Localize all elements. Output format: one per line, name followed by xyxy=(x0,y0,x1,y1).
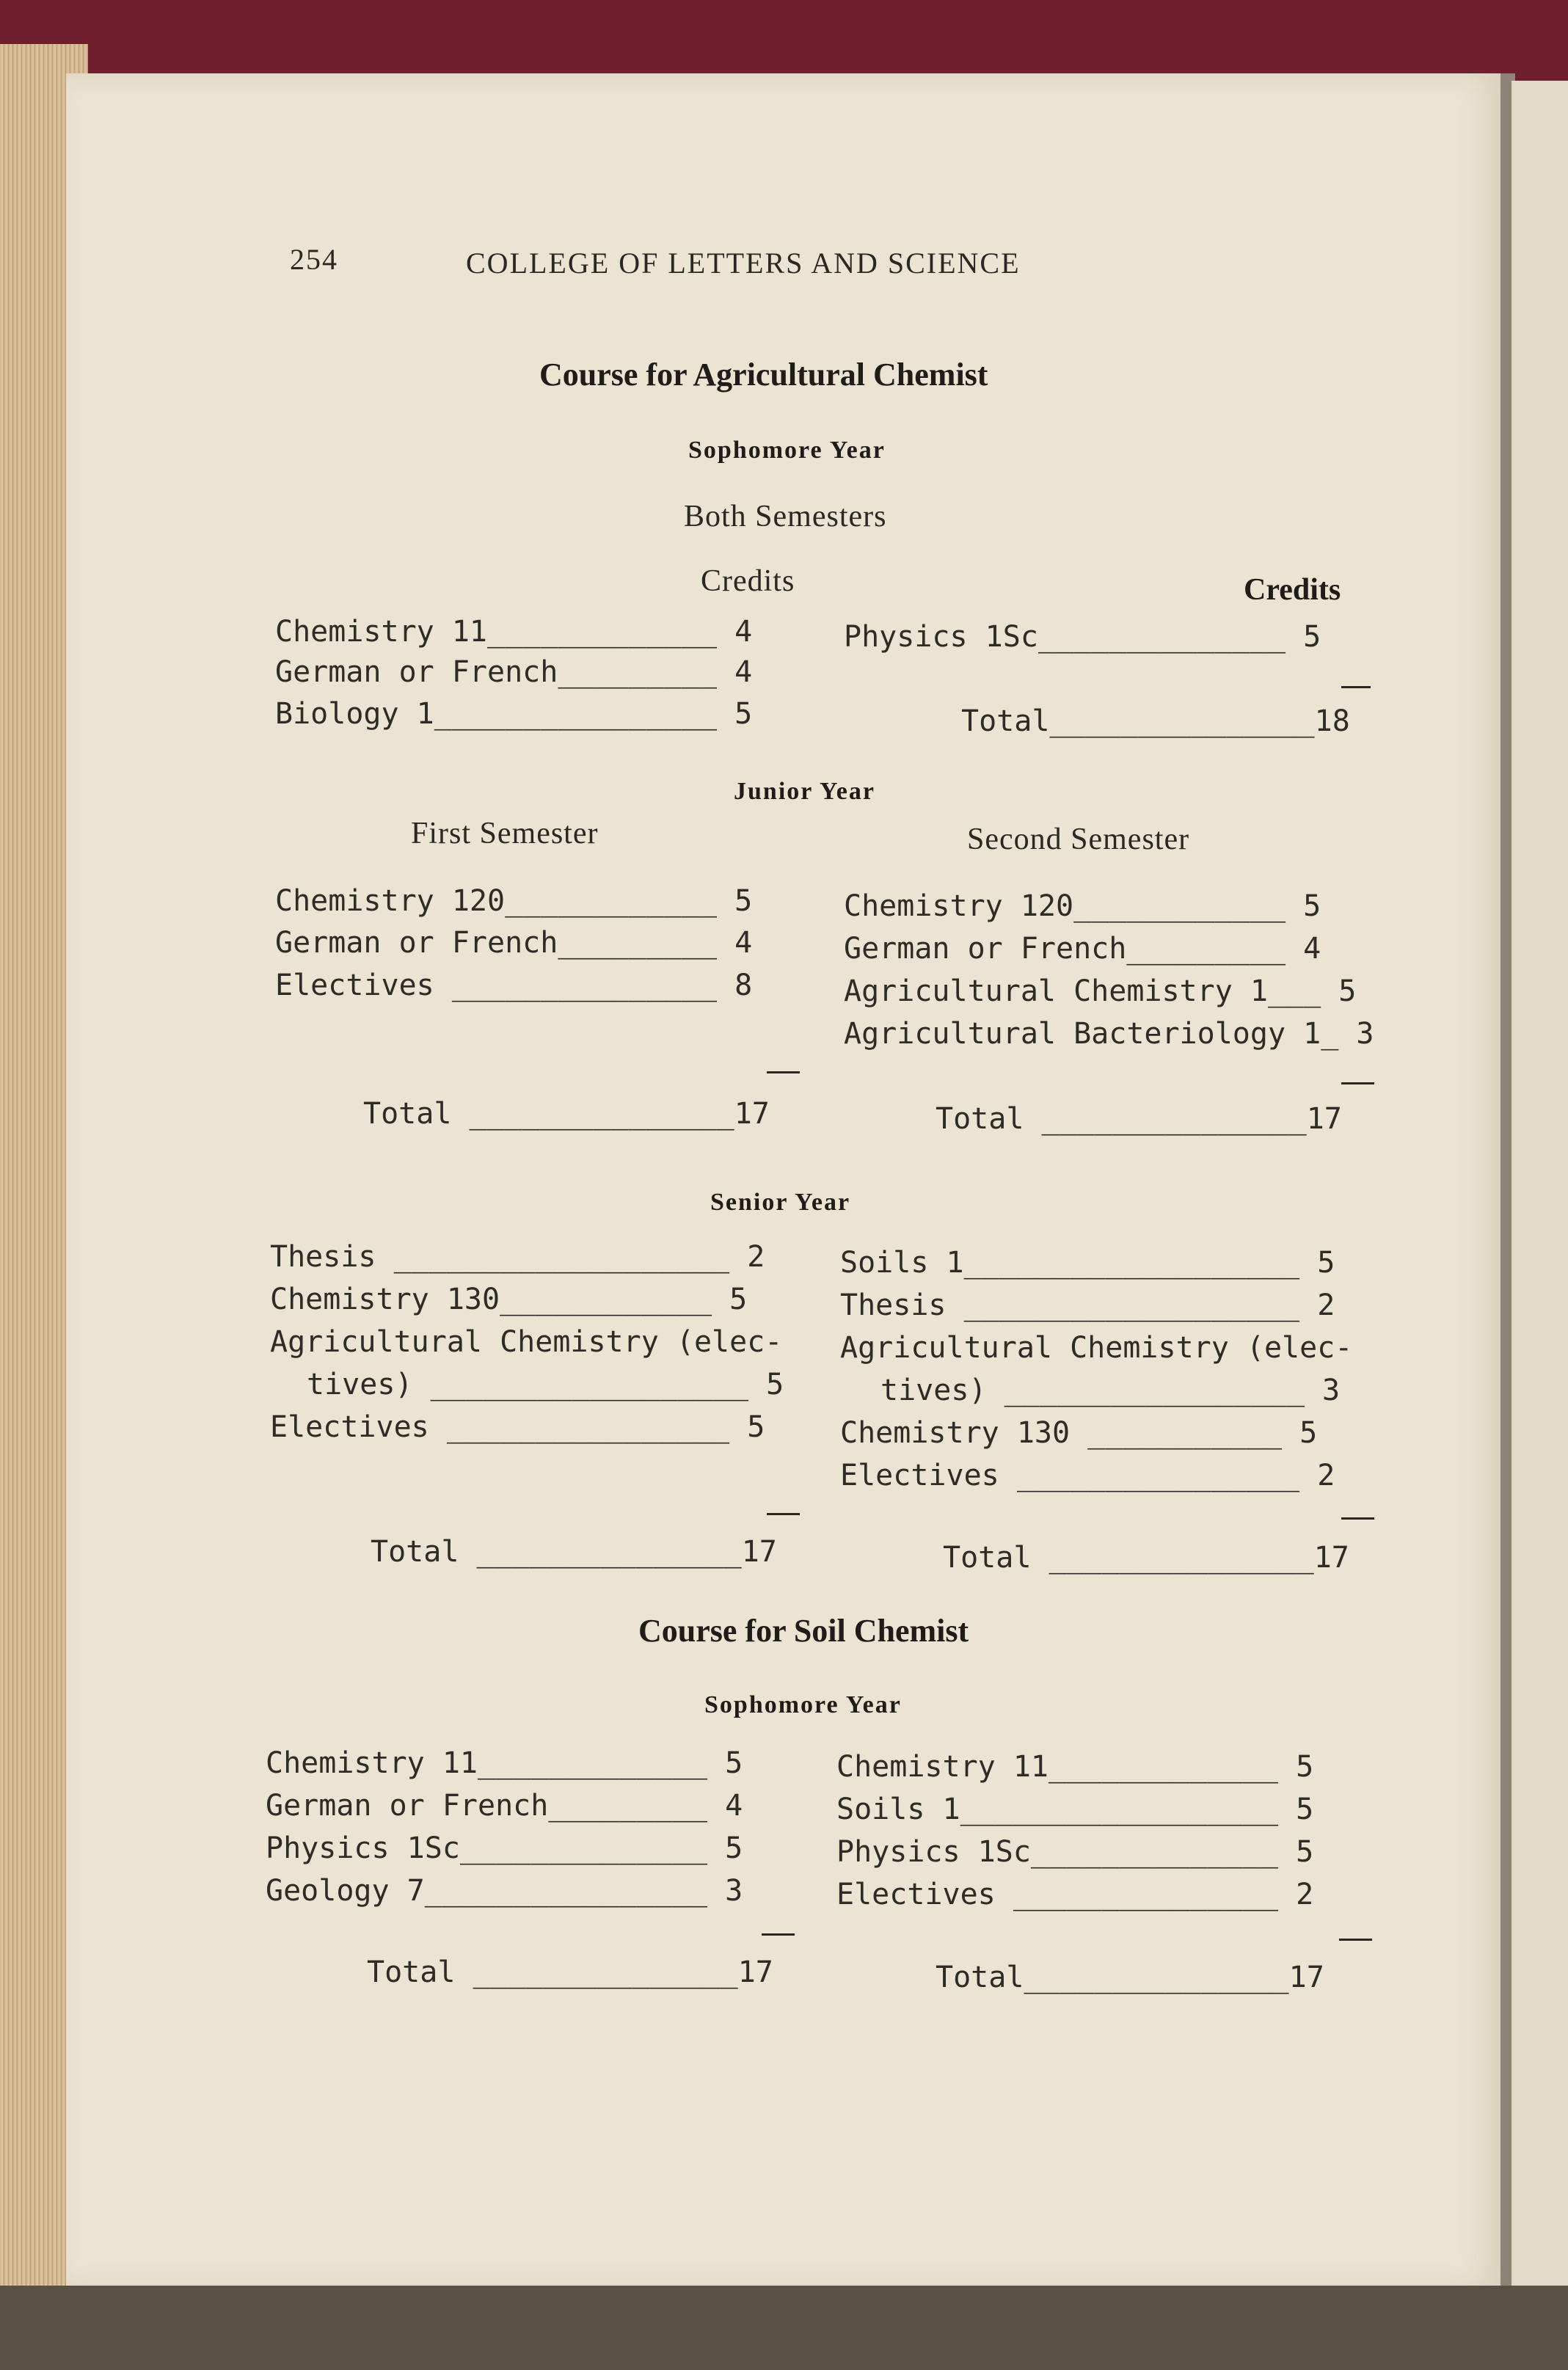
section-heading-sophomore: Sophomore Year xyxy=(704,1691,902,1718)
sum-rule xyxy=(762,1933,795,1936)
course-row: Chemistry 120____________ 5 xyxy=(844,889,1321,923)
course-row: German or French_________ 4 xyxy=(275,926,753,960)
sum-rule xyxy=(767,1513,800,1515)
course-row: Physics 1Sc______________ 5 xyxy=(844,620,1321,654)
course-title: Course for Agricultural Chemist xyxy=(539,357,988,393)
course-row: Thesis ___________________ 2 xyxy=(270,1240,765,1274)
course-row: Biology 1________________ 5 xyxy=(275,697,753,731)
first-semester-label: First Semester xyxy=(411,817,599,850)
sum-rule xyxy=(1341,1517,1374,1520)
running-head: COLLEGE OF LETTERS AND SCIENCE xyxy=(466,247,1021,280)
course-row: Chemistry 11_____________ 5 xyxy=(266,1746,743,1780)
course-row: German or French_________ 4 xyxy=(275,655,753,689)
sum-rule xyxy=(1341,1082,1374,1084)
section-heading-sophomore: Sophomore Year xyxy=(688,437,886,464)
page-number: 254 xyxy=(290,243,338,276)
course-title: Course for Soil Chemist xyxy=(638,1613,969,1649)
credits-label-right: Credits xyxy=(1244,573,1341,607)
total-row: Total _______________17 xyxy=(371,1535,777,1569)
adjacent-page xyxy=(1512,81,1568,2370)
total-row: Total _______________17 xyxy=(943,1541,1349,1575)
section-heading-senior: Senior Year xyxy=(710,1189,851,1216)
total-row: Total _______________17 xyxy=(363,1097,770,1131)
book-page xyxy=(66,73,1500,2289)
course-row: German or French_________ 4 xyxy=(266,1789,743,1823)
course-row: German or French_________ 4 xyxy=(844,932,1321,966)
course-row: Chemistry 130 ___________ 5 xyxy=(840,1416,1318,1450)
section-heading-junior: Junior Year xyxy=(734,778,875,805)
course-row: Chemistry 11_____________ 4 xyxy=(275,615,753,649)
sum-rule xyxy=(1341,686,1371,688)
course-row: Electives ________________ 5 xyxy=(270,1410,765,1444)
subheading-both-semesters: Both Semesters xyxy=(684,500,887,533)
course-row: Soils 1__________________ 5 xyxy=(836,1793,1314,1826)
course-row: Thesis ___________________ 2 xyxy=(840,1288,1335,1322)
course-row: Chemistry 130____________ 5 xyxy=(270,1283,748,1316)
course-row: Soils 1___________________ 5 xyxy=(840,1246,1335,1280)
course-row: Agricultural Bacteriology 1_ 3 xyxy=(844,1017,1374,1051)
total-row: Total _______________17 xyxy=(936,1102,1342,1136)
credits-label-left: Credits xyxy=(701,564,795,598)
course-row: Physics 1Sc______________ 5 xyxy=(836,1835,1314,1869)
total-row: Total_______________17 xyxy=(936,1961,1324,1994)
course-row: Electives ________________ 2 xyxy=(840,1459,1335,1492)
total-row: Total_______________18 xyxy=(961,704,1350,738)
course-row: Agricultural Chemistry 1___ 5 xyxy=(844,974,1357,1008)
course-row: Chemistry 11_____________ 5 xyxy=(836,1750,1314,1784)
course-row: tives) __________________ 5 xyxy=(307,1368,784,1401)
sum-rule xyxy=(1339,1939,1372,1941)
course-row: Geology 7________________ 3 xyxy=(266,1874,743,1908)
course-row: Agricultural Chemistry (elec- xyxy=(840,1331,1353,1365)
course-row: Electives _______________ 2 xyxy=(836,1878,1314,1911)
second-semester-label: Second Semester xyxy=(967,823,1190,856)
course-row: Physics 1Sc______________ 5 xyxy=(266,1831,743,1865)
sum-rule xyxy=(767,1071,800,1073)
course-row: tives) _________________ 3 xyxy=(880,1374,1341,1407)
total-row: Total _______________17 xyxy=(367,1955,773,1989)
course-row: Electives _______________ 8 xyxy=(275,969,753,1002)
bottom-edge xyxy=(0,2286,1568,2370)
course-row: Chemistry 120____________ 5 xyxy=(275,884,753,918)
course-row: Agricultural Chemistry (elec- xyxy=(270,1325,783,1359)
